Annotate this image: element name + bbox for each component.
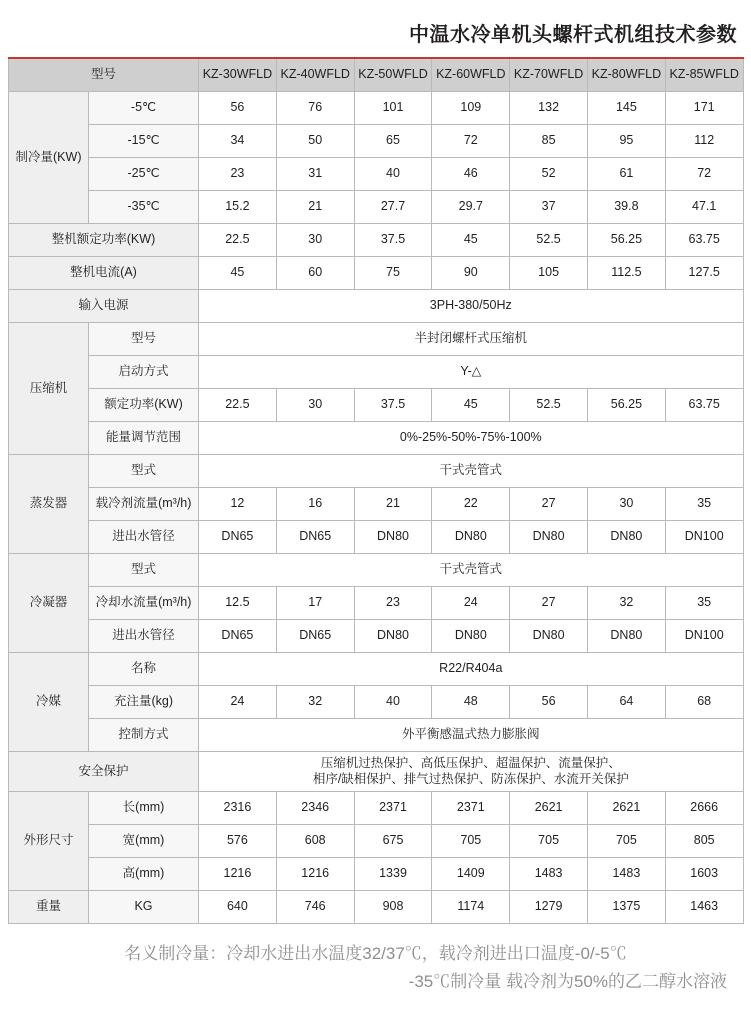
cell: 2371 (432, 792, 510, 825)
row-label-compressor-power: 额定功率(KW) (89, 389, 199, 422)
cell: DN80 (432, 521, 510, 554)
row-label-cooling-35: -35℃ (89, 191, 199, 224)
cell: 22.5 (199, 389, 277, 422)
cell: 56 (510, 686, 588, 719)
cell: 63.75 (665, 224, 743, 257)
table-row (9, 257, 744, 290)
table-row (9, 422, 744, 455)
row-label-length: 长(mm) (89, 792, 199, 825)
cell: 90 (432, 257, 510, 290)
cell: 45 (432, 389, 510, 422)
cell: 1603 (665, 858, 743, 891)
cell: 32 (588, 587, 666, 620)
cell-compressor-capacity-range: 0%-25%-50%-75%-100% (199, 422, 744, 455)
group-label-cooling-capacity: 制冷量(KW) (9, 92, 89, 224)
cell: 23 (354, 587, 432, 620)
header-model-4: KZ-60WFLD (432, 58, 510, 92)
cell: DN80 (354, 521, 432, 554)
cell: 12.5 (199, 587, 277, 620)
safety-line-2: 相序/缺相保护、排气过热保护、防冻保护、水流开关保护 (312, 771, 629, 786)
row-label-refrigerant-control: 控制方式 (89, 719, 199, 752)
cell: 1339 (354, 858, 432, 891)
table-row (9, 858, 744, 891)
row-label-evaporator-flow: 载冷剂流量(m³/h) (89, 488, 199, 521)
table-row (9, 290, 744, 323)
cell: DN80 (510, 521, 588, 554)
header-model-6: KZ-80WFLD (588, 58, 666, 92)
cell: 16 (276, 488, 354, 521)
table-row (9, 620, 744, 653)
cell: 31 (276, 158, 354, 191)
cell: 40 (354, 686, 432, 719)
cell: 22 (432, 488, 510, 521)
group-label-evaporator: 蒸发器 (9, 455, 89, 554)
cell: 24 (199, 686, 277, 719)
row-label-condenser-type: 型式 (89, 554, 199, 587)
cell: DN65 (276, 521, 354, 554)
cell: 145 (588, 92, 666, 125)
cell: 63.75 (665, 389, 743, 422)
cell: 705 (588, 825, 666, 858)
cell: DN80 (432, 620, 510, 653)
header-model-label: 型号 (9, 58, 199, 92)
cell: 40 (354, 158, 432, 191)
cell: 746 (276, 891, 354, 924)
row-label-safety: 安全保护 (9, 752, 199, 792)
cell: 2621 (588, 792, 666, 825)
row-label-condenser-flow: 冷却水流量(m³/h) (89, 587, 199, 620)
cell-evaporator-type: 干式壳管式 (199, 455, 744, 488)
cell: 21 (354, 488, 432, 521)
cell: DN80 (588, 521, 666, 554)
table-header-row (9, 58, 744, 92)
cell: 1279 (510, 891, 588, 924)
cell: DN100 (665, 620, 743, 653)
footnote-line-2: -35℃制冷量 载冷剂为50%的乙二醇水溶液 (408, 972, 727, 992)
cell: DN100 (665, 521, 743, 554)
table-row (9, 323, 744, 356)
safety-line-1: 压缩机过热保护、高低压保护、超温保护、流量保护、 (320, 756, 621, 770)
table-row (9, 356, 744, 389)
table-row (9, 554, 744, 587)
cell: 52.5 (510, 224, 588, 257)
cell-refrigerant-name: R22/R404a (199, 653, 744, 686)
row-label-condenser-pipe: 进出水管径 (89, 620, 199, 653)
group-label-weight: 重量 (9, 891, 89, 924)
cell: DN65 (199, 521, 277, 554)
cell: 29.7 (432, 191, 510, 224)
cell-power-supply: 3PH-380/50Hz (199, 290, 744, 323)
cell: 640 (199, 891, 277, 924)
row-label-rated-current: 整机电流(A) (9, 257, 199, 290)
cell: 52 (510, 158, 588, 191)
cell: 46 (432, 158, 510, 191)
cell: 52.5 (510, 389, 588, 422)
cell: 27.7 (354, 191, 432, 224)
table-row (9, 125, 744, 158)
cell: 56 (199, 92, 277, 125)
page-title: 中温水冷单机头螺杆式机组技术参数 (409, 24, 737, 46)
cell: 705 (432, 825, 510, 858)
cell: 27 (510, 488, 588, 521)
cell: 2666 (665, 792, 743, 825)
cell: DN80 (510, 620, 588, 653)
table-row (9, 521, 744, 554)
table-row (9, 92, 744, 125)
cell: DN80 (588, 620, 666, 653)
header-model-5: KZ-70WFLD (510, 58, 588, 92)
cell: 68 (665, 686, 743, 719)
cell: 47.1 (665, 191, 743, 224)
table-row (9, 389, 744, 422)
cell: 171 (665, 92, 743, 125)
footnote (18, 940, 733, 996)
cell: 39.8 (588, 191, 666, 224)
header-model-1: KZ-30WFLD (199, 58, 277, 92)
row-label-compressor-start: 启动方式 (89, 356, 199, 389)
cell: 72 (432, 125, 510, 158)
cell-safety (199, 752, 744, 792)
cell-compressor-start: Y-△ (199, 356, 744, 389)
table-row (9, 686, 744, 719)
table-row (9, 825, 744, 858)
cell: 37.5 (354, 389, 432, 422)
header-model-7: KZ-85WFLD (665, 58, 743, 92)
cell: 45 (199, 257, 277, 290)
cell: 85 (510, 125, 588, 158)
cell: 12 (199, 488, 277, 521)
cell: 75 (354, 257, 432, 290)
table-row (9, 653, 744, 686)
footnote-line-1: 名义制冷量：冷却水进出水温度32/37℃，载冷剂进出口温度-0/-5℃ (124, 944, 627, 964)
group-label-compressor: 压缩机 (9, 323, 89, 455)
cell: 61 (588, 158, 666, 191)
cell: 64 (588, 686, 666, 719)
table-row (9, 455, 744, 488)
cell: 21 (276, 191, 354, 224)
row-label-evaporator-pipe: 进出水管径 (89, 521, 199, 554)
table-row (9, 224, 744, 257)
cell: 1409 (432, 858, 510, 891)
cell: 27 (510, 587, 588, 620)
cell: DN80 (354, 620, 432, 653)
cell: 76 (276, 92, 354, 125)
row-label-refrigerant-charge: 充注量(kg) (89, 686, 199, 719)
cell: DN65 (276, 620, 354, 653)
cell: 56.25 (588, 224, 666, 257)
row-label-cooling-15: -15℃ (89, 125, 199, 158)
cell: 35 (665, 488, 743, 521)
cell: 30 (588, 488, 666, 521)
row-label-height: 高(mm) (89, 858, 199, 891)
table-row (9, 587, 744, 620)
cell: 112 (665, 125, 743, 158)
row-label-width: 宽(mm) (89, 825, 199, 858)
cell: 45 (432, 224, 510, 257)
cell: 132 (510, 92, 588, 125)
row-label-cooling-25: -25℃ (89, 158, 199, 191)
row-label-compressor-model: 型号 (89, 323, 199, 356)
table-row (9, 191, 744, 224)
cell-condenser-type: 干式壳管式 (199, 554, 744, 587)
header-model-2: KZ-40WFLD (276, 58, 354, 92)
cell: 60 (276, 257, 354, 290)
cell: 32 (276, 686, 354, 719)
table-row (9, 719, 744, 752)
cell: 2371 (354, 792, 432, 825)
cell: 1216 (199, 858, 277, 891)
group-label-dimensions: 外形尺寸 (9, 792, 89, 891)
cell: 37 (510, 191, 588, 224)
cell: 35 (665, 587, 743, 620)
cell: DN65 (199, 620, 277, 653)
cell: 37.5 (354, 224, 432, 257)
cell: 72 (665, 158, 743, 191)
cell: 30 (276, 224, 354, 257)
cell: 1216 (276, 858, 354, 891)
table-row (9, 158, 744, 191)
cell: 56.25 (588, 389, 666, 422)
cell: 95 (588, 125, 666, 158)
row-label-refrigerant-name: 名称 (89, 653, 199, 686)
cell: 15.2 (199, 191, 277, 224)
row-label-power-supply: 输入电源 (9, 290, 199, 323)
table-row (9, 891, 744, 924)
cell: 23 (199, 158, 277, 191)
cell: 2621 (510, 792, 588, 825)
cell-refrigerant-control: 外平衡感温式热力膨胀阀 (199, 719, 744, 752)
cell: 908 (354, 891, 432, 924)
table-row (9, 488, 744, 521)
cell: 112.5 (588, 257, 666, 290)
row-label-cooling-5: -5℃ (89, 92, 199, 125)
cell: 101 (354, 92, 432, 125)
header-model-3: KZ-50WFLD (354, 58, 432, 92)
cell: 127.5 (665, 257, 743, 290)
cell: 608 (276, 825, 354, 858)
row-label-compressor-capacity-range: 能量调节范围 (89, 422, 199, 455)
cell: 17 (276, 587, 354, 620)
cell: 805 (665, 825, 743, 858)
cell-compressor-model: 半封闭螺杆式压缩机 (199, 323, 744, 356)
cell: 48 (432, 686, 510, 719)
cell: 22.5 (199, 224, 277, 257)
cell: 1375 (588, 891, 666, 924)
cell: 705 (510, 825, 588, 858)
cell: 65 (354, 125, 432, 158)
row-label-weight-unit: KG (89, 891, 199, 924)
cell: 2346 (276, 792, 354, 825)
specification-table (8, 57, 744, 924)
cell: 30 (276, 389, 354, 422)
cell: 34 (199, 125, 277, 158)
cell: 109 (432, 92, 510, 125)
table-row (9, 792, 744, 825)
cell: 1483 (588, 858, 666, 891)
row-label-rated-power: 整机额定功率(KW) (9, 224, 199, 257)
table-row (9, 752, 744, 792)
group-label-condenser: 冷凝器 (9, 554, 89, 653)
cell: 1483 (510, 858, 588, 891)
cell: 1463 (665, 891, 743, 924)
cell: 2316 (199, 792, 277, 825)
cell: 576 (199, 825, 277, 858)
cell: 50 (276, 125, 354, 158)
cell: 675 (354, 825, 432, 858)
cell: 105 (510, 257, 588, 290)
cell: 1174 (432, 891, 510, 924)
cell: 24 (432, 587, 510, 620)
group-label-refrigerant: 冷媒 (9, 653, 89, 752)
row-label-evaporator-type: 型式 (89, 455, 199, 488)
